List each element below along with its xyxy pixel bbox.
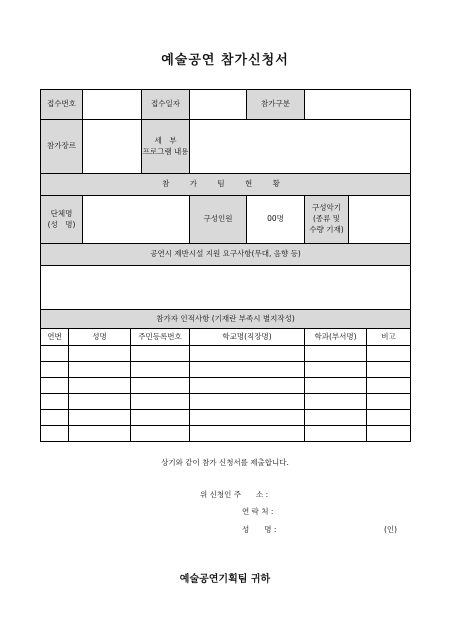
- program-detail-label-line1: 세 부: [154, 135, 177, 145]
- member-count-label: 구성인원: [190, 196, 247, 244]
- col-header-name: 성명: [69, 329, 131, 346]
- support-request-header: 공연시 제반시설 지원 요구사항(무대, 음향 등): [41, 244, 411, 266]
- participant-remarks-cell[interactable]: [367, 394, 411, 410]
- instruments-label-line1: 구성악기: [312, 203, 341, 213]
- col-header-resident-no: 주민등록번호: [131, 329, 190, 346]
- participant-resident-cell[interactable]: [131, 362, 190, 378]
- application-form-table: [40, 89, 411, 442]
- participant-resident-cell[interactable]: [131, 346, 190, 362]
- col-header-department: 학과(부서명): [305, 329, 367, 346]
- participant-dept-cell[interactable]: [305, 346, 367, 362]
- participant-resident-cell[interactable]: [131, 378, 190, 394]
- instruments-label-line2: (종류 및: [312, 214, 341, 224]
- participant-school-cell[interactable]: [190, 426, 305, 442]
- participant-name-cell[interactable]: [69, 362, 131, 378]
- participant-row: [41, 394, 411, 410]
- participant-school-cell[interactable]: [190, 362, 305, 378]
- group-name-label: [41, 196, 83, 244]
- participant-no-cell[interactable]: [41, 394, 69, 410]
- participant-resident-cell[interactable]: [131, 426, 190, 442]
- participant-name-cell[interactable]: [69, 410, 131, 426]
- support-request-field[interactable]: [41, 266, 411, 310]
- participant-no-cell[interactable]: [41, 410, 69, 426]
- participant-school-cell[interactable]: [190, 378, 305, 394]
- participant-dept-cell[interactable]: [305, 362, 367, 378]
- participant-no-cell[interactable]: [41, 346, 69, 362]
- group-name-field[interactable]: [83, 196, 190, 244]
- participant-row: [41, 378, 411, 394]
- instruments-label: [305, 196, 349, 244]
- recipient-footer: 예술공연기획팀 귀하: [179, 574, 271, 585]
- participant-remarks-cell[interactable]: [367, 410, 411, 426]
- category-field[interactable]: [305, 90, 411, 120]
- participant-row: [41, 426, 411, 442]
- participant-no-cell[interactable]: [41, 426, 69, 442]
- genre-label: 참가장르: [41, 120, 83, 174]
- participant-resident-cell[interactable]: [131, 394, 190, 410]
- participant-remarks-cell[interactable]: [367, 378, 411, 394]
- program-detail-label: [142, 120, 190, 174]
- participant-dept-cell[interactable]: [305, 394, 367, 410]
- participant-resident-cell[interactable]: [131, 410, 190, 426]
- form-title: 예술공연 참가신청서: [161, 53, 289, 68]
- category-label: 참가구분: [247, 90, 305, 120]
- col-header-school: 학교명(직장명): [190, 329, 305, 346]
- team-status-header: 참 가 팀 현 황: [41, 174, 411, 196]
- col-header-remarks: 비고: [367, 329, 411, 346]
- receipt-number-field[interactable]: [83, 90, 142, 120]
- group-name-label-line1: 단체명: [50, 208, 73, 218]
- program-detail-field[interactable]: [190, 120, 411, 174]
- participant-row: [41, 346, 411, 362]
- participant-dept-cell[interactable]: [305, 426, 367, 442]
- participant-school-cell[interactable]: [190, 346, 305, 362]
- participants-header: 참가자 인적사항 (기재란 부족시 별지작성): [41, 310, 411, 329]
- declaration-text: 상기와 같이 참가 신청서를 제출합니다.: [161, 458, 289, 467]
- participant-row: [41, 362, 411, 378]
- receipt-number-label: 접수번호: [41, 90, 83, 120]
- participant-name-cell[interactable]: [69, 378, 131, 394]
- genre-field[interactable]: [83, 120, 142, 174]
- participant-dept-cell[interactable]: [305, 410, 367, 426]
- participant-remarks-cell[interactable]: [367, 362, 411, 378]
- participant-no-cell[interactable]: [41, 362, 69, 378]
- applicant-address-label: 위 신청인 주 소 :: [200, 490, 269, 499]
- participant-name-cell[interactable]: [69, 394, 131, 410]
- participant-school-cell[interactable]: [190, 394, 305, 410]
- participant-name-cell[interactable]: [69, 426, 131, 442]
- instruments-field[interactable]: [349, 196, 411, 244]
- instruments-label-line3: 수량 기재): [309, 224, 344, 234]
- member-count-field[interactable]: 00명: [247, 196, 305, 244]
- seal-mark: (인): [384, 525, 398, 534]
- participant-name-cell[interactable]: [69, 346, 131, 362]
- participant-row: [41, 410, 411, 426]
- receipt-date-field[interactable]: [190, 90, 247, 120]
- receipt-date-label: 접수일자: [142, 90, 190, 120]
- participant-school-cell[interactable]: [190, 410, 305, 426]
- program-detail-label-line2: 프로그램 내용: [142, 146, 189, 156]
- group-name-label-line2: (성 명): [47, 219, 76, 229]
- participant-dept-cell[interactable]: [305, 378, 367, 394]
- applicant-contact-label: 연 락 처 :: [242, 507, 274, 516]
- col-header-no: 연번: [41, 329, 69, 346]
- participant-remarks-cell[interactable]: [367, 426, 411, 442]
- participant-no-cell[interactable]: [41, 378, 69, 394]
- applicant-name-label: 성 명 :: [242, 525, 277, 534]
- participant-remarks-cell[interactable]: [367, 346, 411, 362]
